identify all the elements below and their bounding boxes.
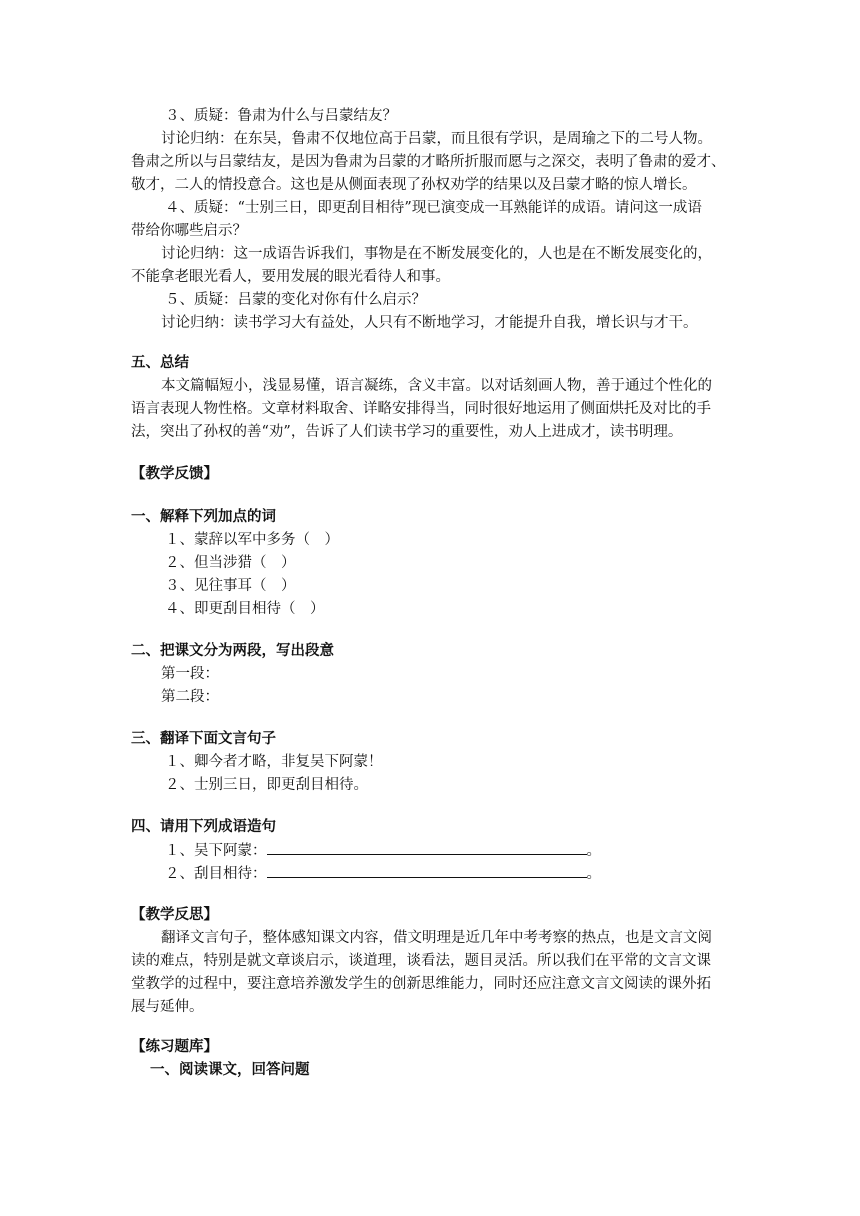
feedback-section-3-title: 三、翻译下面文言句子 — [131, 730, 276, 747]
end-mark-1: 。 — [586, 843, 601, 859]
question-4-line-1: ４、质疑：“士别三日，即更刮目相待”现已演变成一耳熟能详的成语。请问这一成语 — [165, 200, 702, 216]
summary-heading: 五、总结 — [131, 354, 189, 371]
reflection-line-1: 翻译文言句子，整体感知课文内容，借文明理是近几年中考考察的热点，也是文言文阅 — [161, 930, 712, 946]
answer-5: 讨论归纳：读书学习大有益处，人只有不断地学习，才能提升自我，增长识与才干。 — [161, 315, 698, 331]
end-mark-2: 。 — [586, 866, 601, 882]
question-5: ５、质疑：吕蒙的变化对你有什么启示？ — [165, 292, 426, 308]
summary-line-2: 语言表现人物性格。文章材料取舍、详略安排得当，同时很好地运用了侧面烘托及对比的手 — [131, 401, 711, 417]
summary-line-1: 本文篇幅短小，浅显易懂，语言凝练，含义丰富。以对话刻画人物，善于通过个性化的 — [161, 378, 712, 394]
feedback-section-4-item-1 — [165, 840, 765, 861]
reflection-line-3: 堂教学的过程中，要注意培养激发学生的创新思维能力，同时还应注意文言文阅读的课外拓 — [131, 976, 711, 992]
feedback-section-4-item-2 — [165, 863, 765, 884]
answer-blank-2[interactable] — [267, 863, 587, 878]
feedback-section-2-item-2: 第二段： — [161, 689, 219, 705]
exercises-heading: 【练习题库】 — [131, 1038, 218, 1055]
reflection-line-4: 展与延伸。 — [131, 999, 204, 1015]
feedback-section-1-title: 一、解释下列加点的词 — [131, 508, 276, 525]
question-3: ３、质疑：鲁肃为什么与吕蒙结友？ — [165, 108, 397, 124]
idiom-label-2: ２、刮目相待： — [165, 866, 267, 882]
idiom-label-1: １、吴下阿蒙： — [165, 843, 267, 859]
feedback-section-2-title: 二、把课文分为两段，写出段意 — [131, 642, 334, 659]
answer-3-line-1: 讨论归纳：在东吴，鲁肃不仅地位高于吕蒙，而且很有学识，是周瑜之下的二号人物。 — [161, 131, 712, 147]
answer-4-line-1: 讨论归纳：这一成语告诉我们，事物是在不断发展变化的，人也是在不断发展变化的， — [161, 246, 712, 262]
feedback-section-2-item-1: 第一段： — [161, 666, 219, 682]
feedback-section-1-item-3: ３、见往事耳（ ） — [165, 578, 296, 594]
reflection-heading: 【教学反思】 — [131, 906, 218, 923]
answer-3-line-3: 敬才，二人的情投意合。这也是从侧面表现了孙权劝学的结果以及吕蒙才略的惊人增长。 — [131, 177, 697, 193]
summary-line-3: 法，突出了孙权的善“劝”，告诉了人们读书学习的重要性，劝人上进成才，读书明理。 — [131, 424, 683, 440]
feedback-section-1-item-1: １、蒙辞以军中多务（ ） — [165, 532, 339, 548]
answer-blank-1[interactable] — [267, 840, 587, 855]
answer-4-line-2: 不能拿老眼光看人，要用发展的眼光看待人和事。 — [131, 269, 450, 285]
answer-3-line-2: 鲁肃之所以与吕蒙结友，是因为鲁肃为吕蒙的才略所折服而愿与之深交，表明了鲁肃的爱才、 — [131, 154, 726, 170]
feedback-section-3-item-1: １、卿今者才略，非复吴下阿蒙！ — [165, 754, 383, 770]
feedback-heading: 【教学反馈】 — [131, 465, 218, 482]
feedback-section-1-item-2: ２、但当涉猎（ ） — [165, 555, 296, 571]
feedback-section-4-title: 四、请用下列成语造句 — [131, 818, 276, 835]
reflection-line-2: 读的难点，特别是就文章谈启示，谈道理，谈看法，题目灵活。所以我们在平常的文言文课 — [131, 953, 711, 969]
feedback-section-1-item-4: ４、即更刮目相待（ ） — [165, 601, 325, 617]
exercises-section-1-title: 一、阅读课文，回答问题 — [150, 1061, 310, 1078]
feedback-section-3-item-2: ２、士别三日，即更刮目相待。 — [165, 777, 368, 793]
question-4-line-2: 带给你哪些启示？ — [131, 223, 247, 239]
